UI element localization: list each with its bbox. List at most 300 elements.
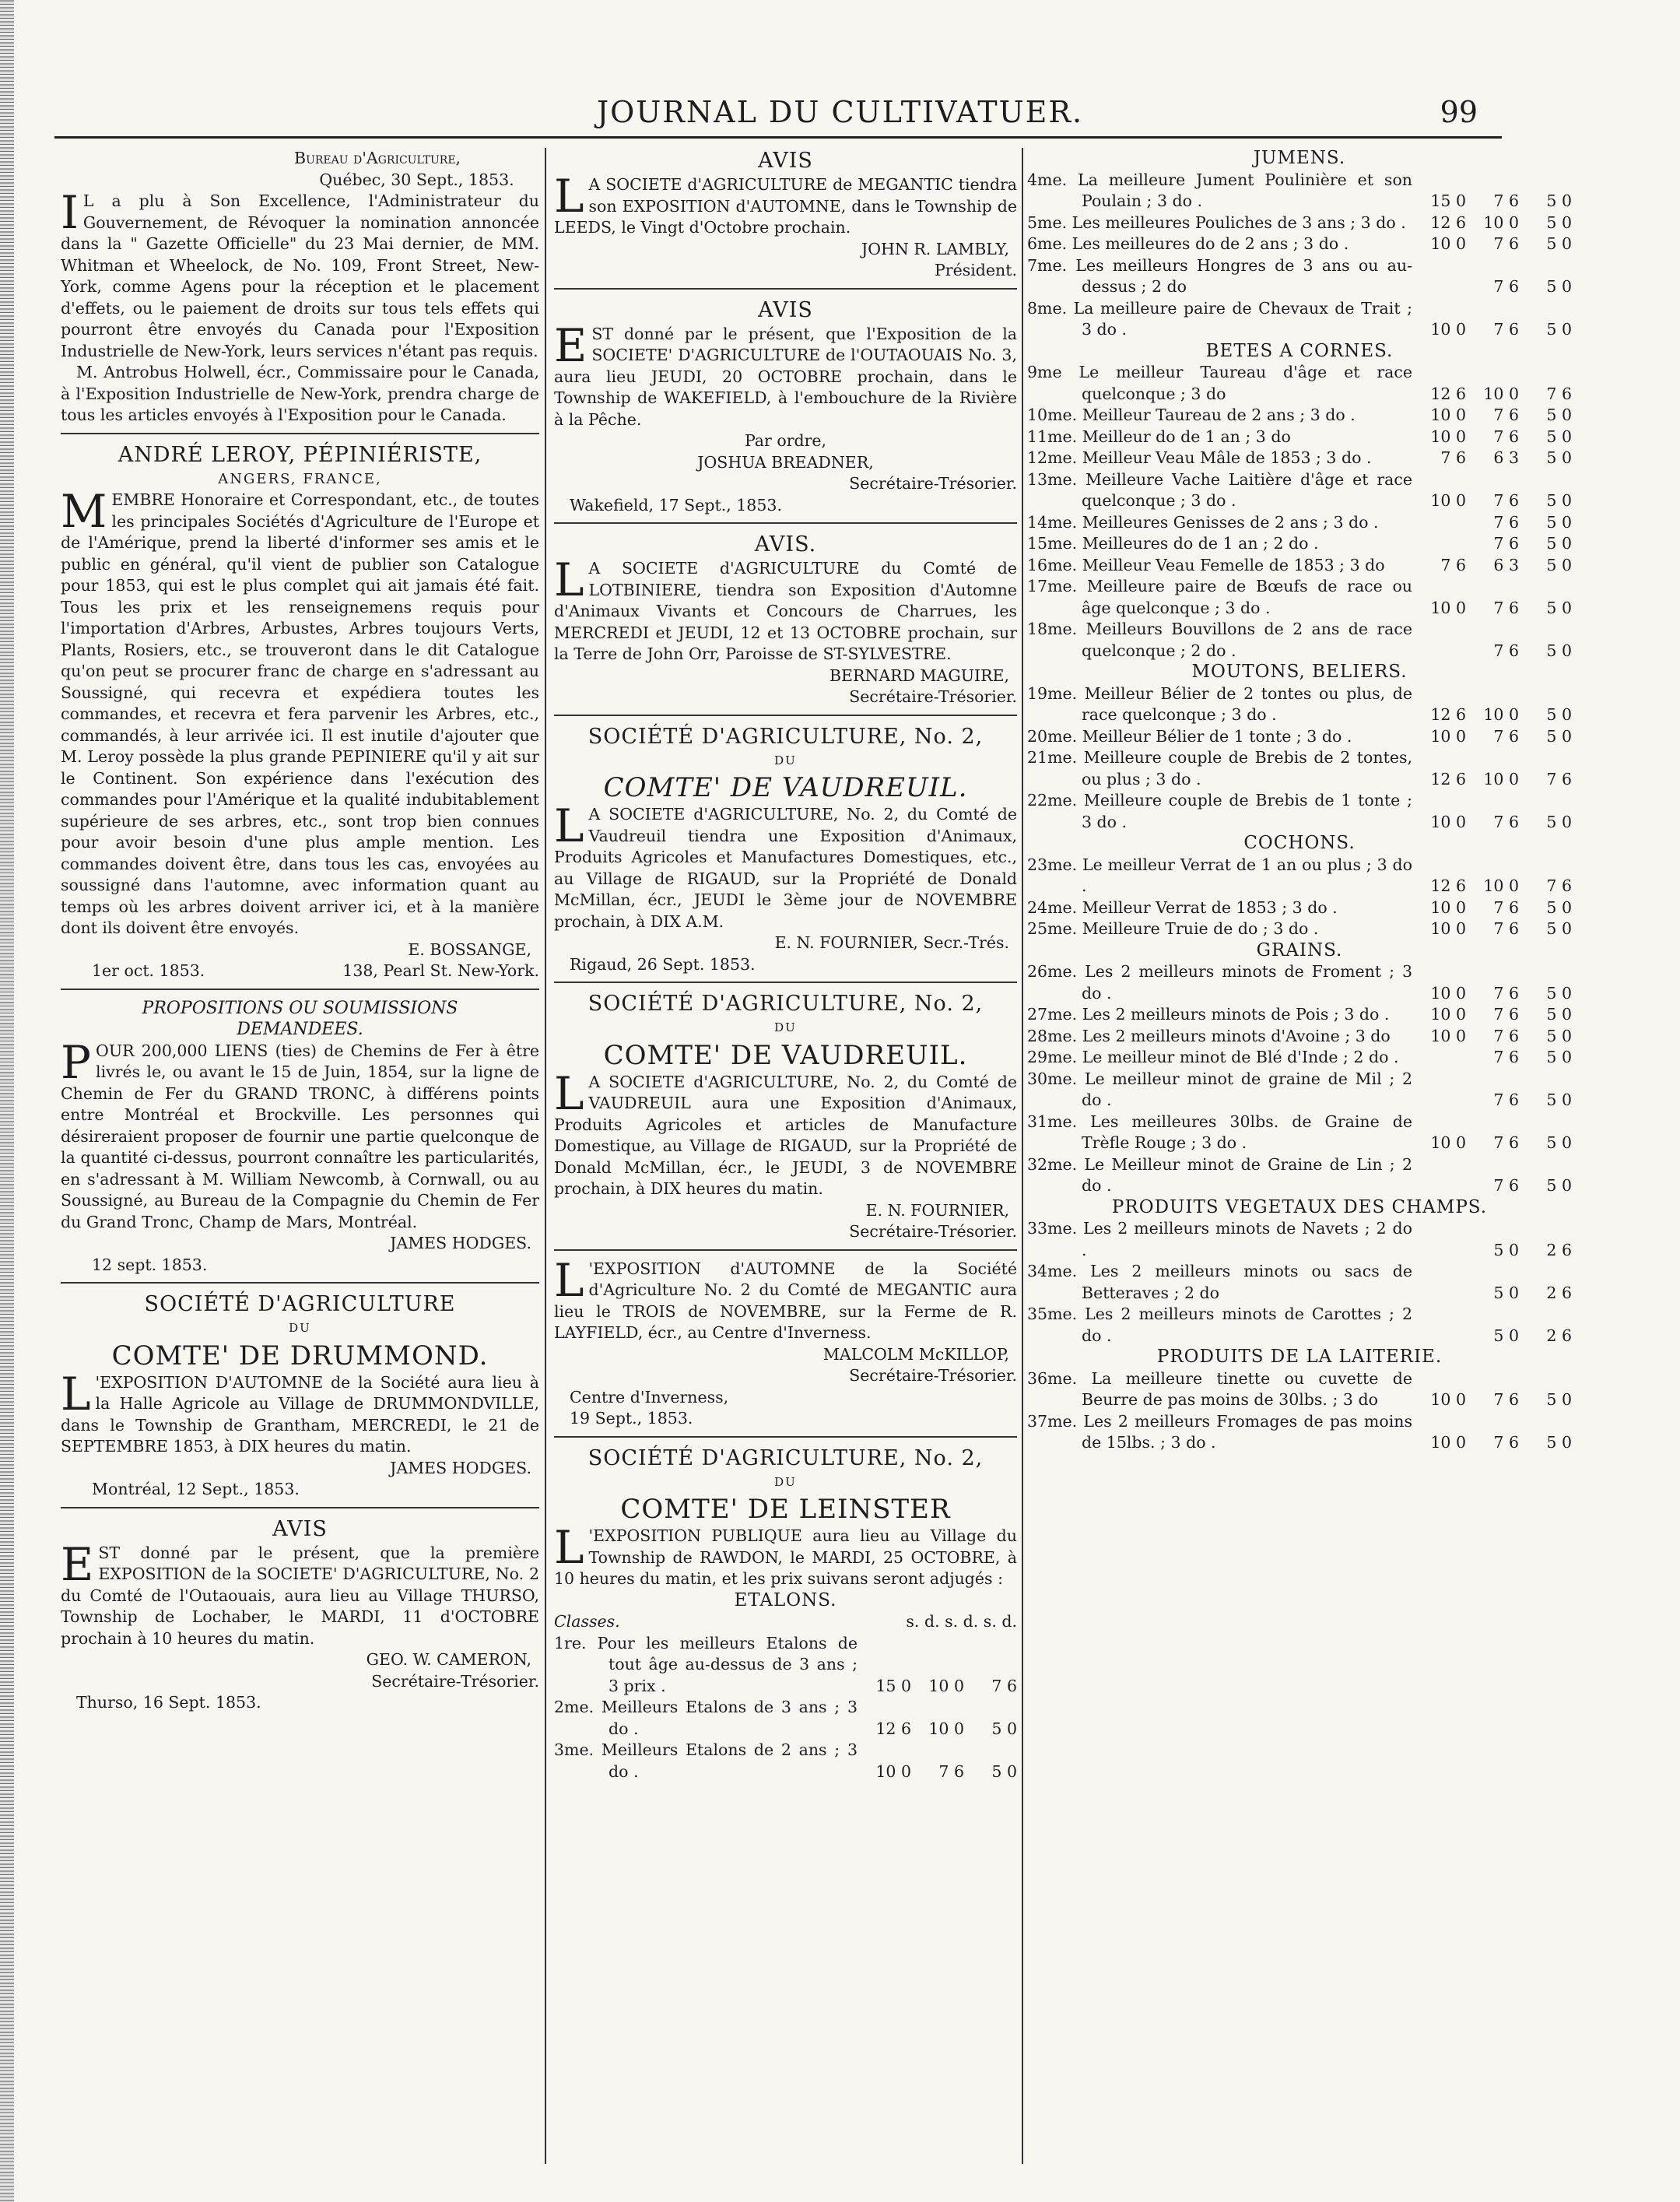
- props-title-1: PROPOSITIONS OU SOUMISSIONS: [142, 998, 458, 1018]
- megantic2-date-2: 19 Sept., 1853.: [570, 1409, 693, 1428]
- prize-row: [1027, 170, 1572, 212]
- prize-label: 18me. Meilleurs Bouvillons de 2 ans de race quelconque ; 2 do .: [1027, 620, 1412, 660]
- prize-row: [1027, 855, 1572, 897]
- prize-amount: [1413, 1240, 1466, 1262]
- drop-cap: L: [61, 1367, 91, 1421]
- prize-amount: 7 6: [1493, 191, 1519, 210]
- prize-amount: 10 0: [1430, 1390, 1466, 1409]
- prize-label: 35me. Les 2 meilleurs minots de Carottes ; 2 do .: [1027, 1305, 1412, 1345]
- prize-amount: 5 0: [1546, 812, 1572, 831]
- vaud2-role: Secrétaire-Trésorier.: [849, 1222, 1017, 1241]
- prize-amount: 5 0: [1546, 491, 1572, 510]
- prize-amount: [1413, 1283, 1466, 1305]
- drummond-title-1: SOCIÉTÉ D'AGRICULTURE: [144, 1292, 456, 1316]
- prize-label: 19me. Meilleur Bélier de 2 tontes ou plus, de race quelconque ; 3 do .: [1027, 683, 1412, 724]
- prize-table: [1027, 683, 1572, 834]
- prize-amount: 5 0: [1546, 726, 1572, 746]
- prize-amount: 2 6: [1546, 1326, 1572, 1345]
- prize-amount: 7 6: [1493, 1390, 1519, 1409]
- prize-amount: 12 6: [1430, 876, 1466, 895]
- prize-amount: 5 0: [1546, 555, 1572, 574]
- prize-amount: 12 6: [1430, 769, 1466, 788]
- leinster-notice: [554, 1445, 1017, 1783]
- drop-cap: L: [554, 1253, 584, 1307]
- drop-cap: L: [554, 799, 584, 852]
- lotbiniere-text: A SOCIETE d'AGRICULTURE du Comté de LOTBINIERE, tiendra son Exposition d'Automne d'Animaux Vivants et Concours de Charrues, les MERCREDI et JEUDI, 12 et 13 OCTOBRE prochain, sur la Terre de John Orr, Paroisse de ST-SYLVESTRE.: [554, 559, 1017, 663]
- lotbiniere-signature: BERNARD MAGUIRE,: [829, 666, 1009, 685]
- prize-row: [1027, 747, 1572, 790]
- lotbiniere-role: Secrétaire-Trésorier.: [849, 687, 1017, 706]
- drop-cap: P: [61, 1035, 92, 1089]
- prize-amount: 10 0: [1430, 406, 1466, 424]
- leroy-notice: [61, 442, 539, 982]
- prize-label: 15me. Meilleures do de 1 an ; 2 do .: [1027, 534, 1319, 553]
- prize-amount: 7 6: [1440, 555, 1466, 574]
- props-signature: JAMES HODGES.: [390, 1234, 531, 1252]
- prize-row: [1027, 1069, 1572, 1112]
- prize-amount: 7 6: [1546, 769, 1572, 788]
- prize-amount: 7 6: [1493, 641, 1519, 660]
- prize-amount: 7 6: [1546, 384, 1572, 403]
- prize-amount: 5 0: [1546, 212, 1572, 232]
- grains-heading: GRAINS.: [1256, 939, 1343, 961]
- prize-amount: 10 0: [1430, 491, 1466, 510]
- classes-label: Classes.: [554, 1612, 620, 1631]
- prize-amount: 5 0: [991, 1761, 1017, 1781]
- prize-table: [1027, 170, 1572, 341]
- prize-amount: 10 0: [1430, 812, 1466, 831]
- prize-amount: [1413, 1047, 1466, 1069]
- prize-row: [1027, 1154, 1572, 1197]
- prize-label: 8me. La meilleure paire de Chevaux de Trait ; 3 do .: [1027, 298, 1412, 339]
- prize-amount: 12 6: [1430, 705, 1466, 724]
- separator: [554, 715, 1017, 716]
- propositions-notice: [61, 998, 539, 1277]
- bureau-line2: Québec, 30 Sept., 1853.: [319, 170, 514, 189]
- prize-row: [1027, 683, 1572, 726]
- separator: [554, 1249, 1017, 1251]
- props-text: OUR 200,000 LIENS (ties) de Chemins de Fer à être livrés le, ou avant le 15 de Juin, 1854, sur la ligne de Chemin de Fer du GRAND TRONC, à différens points entre Montréal et Brockville. Les personnes qui désireraient proposer de fournir une partie quelconque de la quantité ci-dessus, pourront connaître les particularités, en s'adressant à M. William Newcomb, à Cornwall, ou au Soussigné, au Bureau de la Compagnie du Chemin de Fer du Grand Tronc, Champ de Mars, Montréal.: [61, 1041, 539, 1231]
- vaud2-signature: E. N. FOURNIER,: [865, 1200, 1009, 1220]
- prize-label: 14me. Meilleures Genisses de 2 ans ; 3 do .: [1027, 512, 1379, 532]
- column-3: [1027, 148, 1572, 1454]
- prize-amount: 5 0: [1546, 897, 1572, 917]
- prize-row: [1027, 1004, 1572, 1026]
- prize-amount: 7 6: [991, 1676, 1017, 1695]
- outaouais-order: Par ordre,: [744, 431, 827, 450]
- prize-amount: 5 0: [1546, 1433, 1572, 1452]
- prize-amount: 12 6: [1430, 384, 1466, 403]
- prize-amount: [1413, 1090, 1466, 1112]
- prize-amount: 5 0: [1546, 598, 1572, 617]
- prize-row: [1027, 255, 1572, 298]
- prize-row: [554, 1633, 1017, 1698]
- prize-label: 11me. Meilleur do de 1 an ; 3 do: [1027, 427, 1291, 446]
- prize-label: 6me. Les meilleures do de 2 ans ; 3 do .: [1027, 234, 1349, 253]
- vaudreuil-notice-1: [554, 724, 1017, 976]
- drummond-text: 'EXPOSITION D'AUTOMNE de la Société aura lieu à la Halle Agricole au Village de DRUMMONDVILLE, dans le Township de Grantham, MERCREDI, le 21 de SEPTEMBRE 1853, à DIX heures du matin.: [61, 1372, 539, 1456]
- prize-amount: 5 0: [1493, 1240, 1519, 1259]
- prize-amount: 7 6: [1493, 277, 1519, 296]
- prize-amount: 5 0: [1546, 1026, 1572, 1045]
- megantic-role: Président.: [934, 261, 1017, 279]
- prize-amount: 10 0: [928, 1719, 964, 1738]
- prize-amount: 12 6: [875, 1719, 911, 1738]
- thurso-signature: GEO. W. CAMERON,: [366, 1650, 531, 1669]
- drummond-title-2: DU: [289, 1321, 311, 1335]
- megantic2-signature: MALCOLM McKILLOP,: [822, 1344, 1009, 1364]
- currency-head: s. d. s. d. s. d.: [906, 1612, 1017, 1631]
- column-divider-2: [1022, 148, 1023, 2164]
- leinster-text: 'EXPOSITION PUBLIQUE aura lieu au Village du Township de RAWDON, le MARDI, 25 OCTOBRE, à 10 heures du matin, et les prix suivans seront adjugés :: [554, 1526, 1017, 1588]
- prize-amount: 5 0: [1546, 1176, 1572, 1195]
- drop-cap: M: [61, 485, 107, 538]
- header-rule: [54, 136, 1502, 139]
- vaud1-date: Rigaud, 26 Sept. 1853.: [570, 954, 756, 974]
- prize-amount: 10 0: [1483, 384, 1519, 403]
- drop-cap: L: [554, 1066, 584, 1120]
- prize-label: 2me. Meilleurs Etalons de 3 ans ; 3 do .: [554, 1698, 858, 1738]
- prize-amount: 10 0: [1430, 983, 1466, 1003]
- thurso-notice: [61, 1516, 539, 1714]
- leroy-title: ANDRÉ LEROY, PÉPINIÉRISTE,: [117, 442, 482, 467]
- prize-label: 17me. Meilleure paire de Bœufs de race ou âge quelconque ; 3 do .: [1027, 577, 1412, 617]
- prize-label: 7me. Les meilleurs Hongres de 3 ans ou au-dessus ; 2 do: [1027, 255, 1412, 296]
- prize-amount: 7 6: [1493, 812, 1519, 831]
- lotbiniere-title: AVIS.: [754, 532, 817, 557]
- vaud2-title-3: COMTE' DE VAUDREUIL.: [603, 1039, 968, 1071]
- prize-label: 10me. Meilleur Taureau de 2 ans ; 3 do .: [1027, 406, 1356, 424]
- prize-amount: 5 0: [1546, 191, 1572, 210]
- prize-label: 21me. Meilleure couple de Brebis de 2 tontes, ou plus ; 3 do .: [1027, 748, 1412, 788]
- prize-amount: 7 6: [1546, 876, 1572, 895]
- prize-amount: 5 0: [1546, 641, 1572, 660]
- prize-table: [1027, 855, 1572, 940]
- prize-amount: [1413, 641, 1466, 662]
- prize-amount: 7 6: [1493, 1133, 1519, 1152]
- betes-heading: BETES A CORNES.: [1205, 340, 1394, 361]
- prize-table: [1027, 961, 1572, 1197]
- vaud1-title-1: SOCIÉTÉ D'AGRICULTURE, No. 2,: [587, 724, 984, 749]
- prize-label: 27me. Les 2 meilleurs minots de Pois ; 3 do .: [1027, 1005, 1390, 1024]
- prize-label: 13me. Meilleure Vache Laitière d'âge et race quelconque ; 3 do .: [1027, 469, 1412, 510]
- prize-label: 16me. Meilleur Veau Femelle de 1853 ; 3 do: [1027, 555, 1385, 574]
- prize-label: 26me. Les 2 meilleurs minots de Froment ; 3 do .: [1027, 962, 1412, 1003]
- prize-amount: [1413, 1326, 1466, 1347]
- prize-label: 12me. Meilleur Veau Mâle de 1853 ; 3 do .: [1027, 448, 1372, 467]
- prize-amount: [1413, 276, 1466, 298]
- prize-label: 25me. Meilleure Truie de do ; 3 do .: [1027, 919, 1319, 938]
- vaud1-title-2: DU: [774, 753, 797, 767]
- prize-row: [1027, 790, 1572, 833]
- prize-amount: 7 6: [1493, 406, 1519, 424]
- leinster-title-1: SOCIÉTÉ D'AGRICULTURE, No. 2,: [587, 1445, 984, 1470]
- prize-row: [1027, 918, 1572, 940]
- prize-amount: [1413, 1175, 1466, 1197]
- vaudreuil-notice-2: [554, 991, 1017, 1243]
- prize-amount: 7 6: [1493, 534, 1519, 553]
- drop-cap: L: [554, 170, 584, 223]
- megantic2-date-1: Centre d'Inverness,: [570, 1387, 729, 1407]
- prize-label: 22me. Meilleure couple de Brebis de 1 tonte ; 3 do .: [1027, 791, 1412, 831]
- prize-table: [554, 1633, 1017, 1783]
- prize-row: [1027, 1368, 1572, 1411]
- prize-amount: 5 0: [1546, 277, 1572, 296]
- prize-amount: 10 0: [1430, 919, 1466, 938]
- drummond-signature: JAMES HODGES.: [390, 1458, 531, 1477]
- prize-row: [1027, 1304, 1572, 1347]
- prize-amount: 7 6: [1493, 919, 1519, 938]
- drop-cap: I: [61, 186, 79, 239]
- drummond-notice: [61, 1291, 539, 1501]
- prize-row: [554, 1740, 1017, 1782]
- prize-label: 37me. Les 2 meilleurs Fromages de pas moins de 15lbs. ; 3 do .: [1027, 1411, 1412, 1452]
- outaouais-role: Secrétaire-Trésorier.: [849, 474, 1017, 493]
- vaud2-title-2: DU: [774, 1020, 797, 1034]
- prize-amount: 15 0: [1430, 191, 1466, 210]
- prize-row: [1027, 1047, 1572, 1069]
- prize-amount: 7 6: [1493, 1026, 1519, 1045]
- prize-label: 30me. Le meilleur minot de graine de Mil ; 2 do .: [1027, 1069, 1412, 1109]
- prize-amount: 5 0: [1546, 983, 1572, 1003]
- prize-amount: 7 6: [1493, 1176, 1519, 1195]
- megantic2-role: Secrétaire-Trésorier.: [849, 1366, 1017, 1385]
- prize-amount: 5 0: [1546, 1090, 1572, 1109]
- prize-table: [1027, 1368, 1572, 1454]
- prize-row: [1027, 362, 1572, 405]
- thurso-date: Thurso, 16 Sept. 1853.: [76, 1693, 261, 1712]
- prize-amount: 7 6: [1493, 234, 1519, 253]
- megantic-2-notice: [554, 1253, 1017, 1430]
- prize-amount: 7 6: [1493, 598, 1519, 617]
- prize-amount: 5 0: [1546, 406, 1572, 424]
- megantic-signature: JOHN R. LAMBLY,: [861, 239, 1009, 258]
- prize-amount: [1413, 533, 1466, 555]
- prize-row: [554, 1697, 1017, 1740]
- prize-amount: 7 6: [1440, 448, 1466, 467]
- prize-amount: 5 0: [1546, 919, 1572, 938]
- prize-row: [1027, 555, 1572, 577]
- prize-amount: 5 0: [1546, 1390, 1572, 1409]
- jumens-heading: JUMENS.: [1253, 148, 1346, 168]
- drop-cap: E: [61, 1537, 94, 1591]
- prize-amount: 10 0: [1483, 212, 1519, 232]
- outaouais-notice: [554, 297, 1017, 517]
- prize-amount: 7 6: [1493, 427, 1519, 446]
- prize-amount: 5 0: [1546, 534, 1572, 553]
- prize-label: 4me. La meilleure Jument Poulinière et son Poulain ; 3 do .: [1027, 170, 1412, 210]
- prize-amount: 6 3: [1493, 555, 1519, 574]
- prize-amount: 2 6: [1546, 1283, 1572, 1302]
- page-number: 99: [1440, 95, 1478, 129]
- separator: [61, 1282, 539, 1284]
- prize-amount: 10 0: [1430, 598, 1466, 617]
- drop-cap: L: [554, 1521, 584, 1574]
- separator: [61, 433, 539, 434]
- bureau-notice: [61, 148, 539, 427]
- prize-amount: 2 6: [1546, 1240, 1572, 1259]
- prize-amount: 5 0: [1493, 1283, 1519, 1302]
- prize-amount: 7 6: [1493, 1433, 1519, 1452]
- prize-amount: 10 0: [1430, 427, 1466, 446]
- prize-amount: 5 0: [1546, 1005, 1572, 1024]
- prize-row: [1027, 619, 1572, 662]
- drummond-title-3: COMTE' DE DRUMMOND.: [111, 1340, 489, 1371]
- prize-label: 24me. Meilleur Verrat de 1853 ; 3 do .: [1027, 897, 1338, 917]
- prize-amount: 7 6: [1493, 897, 1519, 917]
- column-divider-1: [545, 148, 546, 2164]
- column-1: [61, 148, 539, 1719]
- megantic-text: A SOCIETE d'AGRICULTURE de MEGANTIC tiendra son EXPOSITION d'AUTOMNE, dans le Township de LEEDS, le Vingt d'Octobre prochain.: [554, 175, 1017, 237]
- prize-label: 9me Le meilleur Taureau d'âge et race quelconque ; 3 do: [1027, 363, 1412, 403]
- megantic2-text: 'EXPOSITION d'AUTOMNE de la Société d'Agriculture No. 2 du Comté de MEGANTIC aura lieu le TROIS de NOVEMBRE, sur la Ferme de R. LAYFIELD, écr., au Centre d'Inverness.: [554, 1259, 1017, 1342]
- leroy-address: 138, Pearl St. New-York.: [342, 961, 539, 980]
- separator: [61, 989, 539, 990]
- vaud1-text: A SOCIETE d'AGRICULTURE, No. 2, du Comté de Vaudreuil tiendra une Exposition d'Animaux, Produits Agricoles et Manufactures Domestiques, etc., au Village de RIGAUD, sur la Propriété de Donald McMillan, écr., JEUDI le 3ème jour de NOVEMBRE prochain, à DIX A.M.: [554, 805, 1017, 931]
- prize-amount: 5 0: [1546, 1048, 1572, 1066]
- prize-amount: 7 6: [1493, 320, 1519, 339]
- bureau-text-2: M. Antrobus Holwell, écr., Commissaire pour le Canada, à l'Exposition Industrielle de New-York, prendra charge de tous les articles envoyés à l'Exposition pour le Canada.: [61, 363, 539, 424]
- outaouais-text: ST donné par le présent, que l'Exposition de la SOCIETE' D'AGRICULTURE de l'OUTAOUAIS No. 3, aura lieu JEUDI, 20 OCTOBRE prochain, dans le Township de WAKEFIELD, à l'embouchure de la Rivière à la Pêche.: [554, 324, 1017, 429]
- leroy-date: 1er oct. 1853.: [92, 961, 205, 980]
- props-title-2: DEMANDEES.: [237, 1020, 363, 1039]
- vaud2-text: A SOCIETE d'AGRICULTURE, No. 2, du Comté de VAUDREUIL aura une Exposition d'Animaux, Produits Agricoles et articles de Manufacture Domestique, au Village de RIGAUD, sur la Propriété de Donald McMillan, écr., le JEUDI, 3 de NOVEMBRE prochain, à DIX heures du matin.: [554, 1072, 1017, 1198]
- prize-row: [1027, 897, 1572, 919]
- vaud2-title-1: SOCIÉTÉ D'AGRICULTURE, No. 2,: [587, 992, 984, 1016]
- prize-label: 23me. Le meilleur Verrat de 1 an ou plus ; 3 do .: [1027, 855, 1412, 895]
- prize-amount: 6 3: [1493, 448, 1519, 467]
- prize-amount: 10 0: [1430, 234, 1466, 253]
- prize-amount: 5 0: [1546, 234, 1572, 253]
- leinster-title-2: DU: [774, 1474, 797, 1489]
- prize-amount: 10 0: [1430, 320, 1466, 339]
- prize-row: [1027, 512, 1572, 534]
- prize-row: [1027, 1026, 1572, 1048]
- laiterie-heading: PRODUITS DE LA LAITERIE.: [1156, 1347, 1443, 1367]
- prize-amount: 5 0: [1546, 427, 1572, 446]
- outaouais-date: Wakefield, 17 Sept., 1853.: [570, 495, 782, 515]
- page-header: [0, 87, 1680, 134]
- bureau-line1: Bureau d'Agriculture,: [294, 149, 461, 167]
- scanned-binding-edge: [0, 0, 14, 2202]
- prize-amount: 10 0: [1430, 1005, 1466, 1024]
- drummond-date: Montréal, 12 Sept., 1853.: [92, 1480, 300, 1498]
- prize-amount: 10 0: [1430, 1133, 1466, 1152]
- prize-amount: 10 0: [1430, 1433, 1466, 1452]
- prize-amount: 10 0: [1430, 897, 1466, 917]
- prize-row: [1027, 298, 1572, 341]
- prize-amount: 5 0: [1546, 705, 1572, 724]
- prize-row: [1027, 576, 1572, 619]
- prize-row: [1027, 212, 1572, 234]
- etalons-heading: ETALONS.: [734, 1589, 837, 1610]
- separator: [554, 522, 1017, 524]
- outaouais-signature: JOSHUA BREADNER,: [697, 452, 874, 472]
- prize-label: 29me. Le meilleur minot de Blé d'Inde ; 2 do .: [1027, 1048, 1399, 1066]
- outaouais-title: AVIS: [758, 297, 813, 322]
- prize-row: [1027, 726, 1572, 748]
- props-date: 12 sept. 1853.: [92, 1255, 208, 1274]
- prize-amount: 5 0: [991, 1719, 1017, 1738]
- prize-amount: 7 6: [1493, 726, 1519, 746]
- prize-amount: 7 6: [1493, 983, 1519, 1003]
- prize-label: 31me. Les meilleures 30lbs. de Graine de Trèfle Rouge ; 3 do .: [1027, 1112, 1412, 1152]
- cochons-heading: COCHONS.: [1243, 833, 1356, 853]
- prize-row: [1027, 469, 1572, 512]
- leroy-text: EMBRE Honoraire et Correspondant, etc., de toutes les principales Sociétés d'Agriculture de l'Europe et de l'Amérique, prend la liberté d'informer ses amis et le public en général, qu'il vient de publier son Catalogue pour 1853, qui est le plus complet qui ait jamais été fait. Tous les prix et les renseignemens requis pour l'importation d'Arbres, Arbustes, Arbres toujours Verts, Plants, Rosiers, etc., se trouveront dans le dit Catalogue qu'on peut se procurer franc de charge en s'adressant au Soussigné, qui recevra et expédiera toutes les commandes, et recevra et fera parvenir les Arbres, etc., commandés, à leur arrivée ici. Il est inutile d'ajouter que M. Leroy possède la plus grande PEPINIERE qu'il y ait sur le Continent. Son expérience dans l'exécution des commandes pour l'Amérique et la qualité indubitablement supérieure de ses arbres, etc., sont trop bien connues pour avoir besoin d'une plus ample mention. Les commandes doivent être, dans tous les cas, envoyées au soussigné dans l'automne, avec information quant au temps où les arbres doivent arriver ici, et à la manière dont ils doivent être envoyés.: [61, 490, 539, 937]
- prize-label: 33me. Les 2 meilleurs minots de Navets ; 2 do .: [1027, 1219, 1412, 1259]
- lotbiniere-notice: [554, 532, 1017, 708]
- prize-table: [1027, 362, 1572, 662]
- prize-table: [1027, 1218, 1572, 1347]
- prize-row: [1027, 1218, 1572, 1261]
- prize-amount: 12 6: [1430, 212, 1466, 232]
- prize-amount: 5 0: [1493, 1326, 1519, 1345]
- prize-amount: 10 0: [1430, 1026, 1466, 1045]
- megantic-title: AVIS: [758, 149, 813, 173]
- leroy-place: ANGERS, FRANCE,: [218, 470, 382, 487]
- journal-title: JOURNAL DU CULTIVATUER.: [596, 95, 1084, 129]
- prize-amount: 7 6: [1493, 1005, 1519, 1024]
- prize-amount: 7 6: [1493, 1048, 1519, 1066]
- vaud1-title-3: COMTE' DE VAUDREUIL.: [603, 772, 968, 803]
- prize-label: 28me. Les 2 meilleurs minots d'Avoine ; 3 do: [1027, 1026, 1391, 1045]
- prize-amount: 10 0: [1430, 726, 1466, 746]
- thurso-text: ST donné par le présent, que la première EXPOSITION de la SOCIETE' D'AGRICULTURE, No. 2 du Comté de l'Outaouais, aura lieu au Village THURSO, Township de Lochaber, le MARDI, 11 d'OCTOBRE prochain à 10 heures du matin.: [61, 1543, 539, 1648]
- prize-amount: 7 6: [1493, 512, 1519, 532]
- prize-row: [1027, 1261, 1572, 1304]
- vaud1-signature: E. N. FOURNIER, Secr.-Trés.: [774, 933, 1009, 952]
- thurso-title: AVIS: [272, 1516, 328, 1541]
- prize-row: [1027, 405, 1572, 427]
- leinster-title-3: COMTE' DE LEINSTER: [620, 1494, 951, 1525]
- prize-amount: 7 6: [1493, 1090, 1519, 1109]
- prize-amount: 10 0: [928, 1676, 964, 1695]
- prize-label: 3me. Meilleurs Etalons de 2 ans ; 3 do .: [554, 1740, 858, 1781]
- prize-row: [1027, 448, 1572, 469]
- prize-row: [1027, 234, 1572, 255]
- drop-cap: L: [554, 553, 584, 606]
- bureau-text: L a plu à Son Excellence, l'Administrateur du Gouvernement, de Révoquer la nomination annoncée dans la " Gazette Officielle" du 23 Mai dernier, de MM. Whitman et Wheelock, de No. 109, Front Street, New-York, comme Agens pour la réception et le placement d'effets, ou le paiement de droits sur tous tels effets qui pourront être envoyés du Canada pour l'Exposition Industrielle de New-York, leurs services n'étant pas requis.: [61, 191, 539, 360]
- prize-label: 20me. Meilleur Bélier de 1 tonte ; 3 do .: [1027, 726, 1352, 746]
- prize-row: [1027, 961, 1572, 1004]
- prize-label: 1re. Pour les meilleurs Etalons de tout âge au-dessus de 3 ans ; 3 prix .: [554, 1633, 858, 1695]
- prize-table-head: [554, 1611, 1017, 1633]
- prize-amount: 10 0: [1483, 769, 1519, 788]
- prize-row: [1027, 533, 1572, 555]
- prize-amount: [1413, 512, 1466, 534]
- prize-amount: 7 6: [1493, 491, 1519, 510]
- prize-row: [1027, 1112, 1572, 1154]
- prize-amount: 5 0: [1546, 512, 1572, 532]
- prize-amount: 10 0: [1483, 705, 1519, 724]
- prize-amount: 7 6: [938, 1761, 964, 1781]
- vegetaux-heading: PRODUITS VEGETAUX DES CHAMPS.: [1111, 1196, 1488, 1217]
- prize-label: 34me. Les 2 meilleurs minots ou sacs de Betteraves ; 2 do: [1027, 1262, 1412, 1302]
- prize-amount: 10 0: [875, 1761, 911, 1781]
- column-2: [554, 148, 1017, 1787]
- separator: [554, 982, 1017, 983]
- prize-amount: 5 0: [1546, 320, 1572, 339]
- separator: [61, 1507, 539, 1508]
- thurso-role: Secrétaire-Trésorier.: [371, 1671, 539, 1691]
- separator: [554, 1436, 1017, 1438]
- prize-row: [1027, 1411, 1572, 1454]
- prize-label: 5me. Les meilleures Pouliches de 3 ans ; 3 do .: [1027, 212, 1406, 232]
- prize-amount: 10 0: [1483, 876, 1519, 895]
- prize-amount: 5 0: [1546, 1133, 1572, 1152]
- prize-row: [1027, 427, 1572, 448]
